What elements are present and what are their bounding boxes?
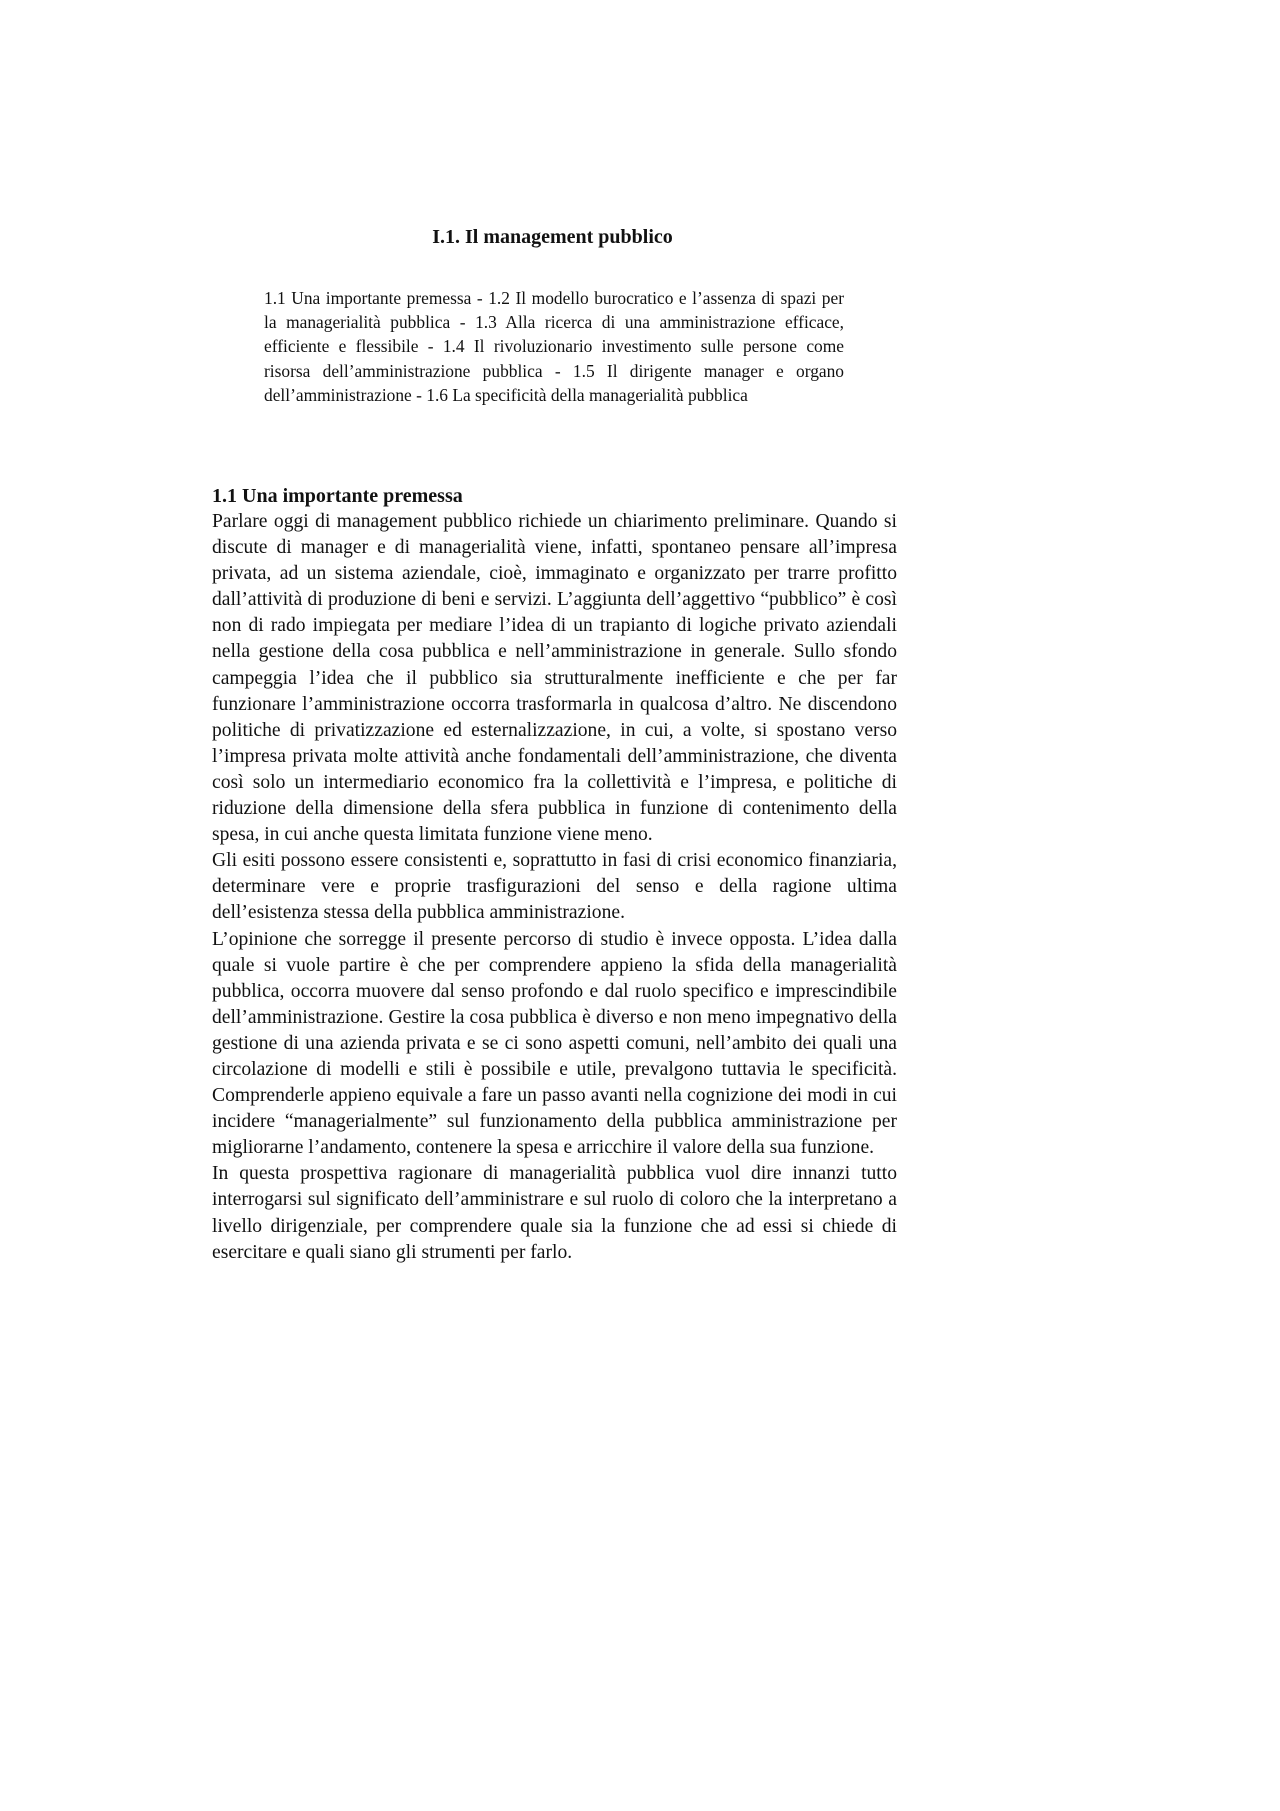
section-1-1 (212, 483, 897, 1266)
paragraph: In questa prospettiva ragionare di managerialità pubblica vuol dire innanzi tutto interrogarsi sul significato dell’amministrare e sul ruolo di coloro che la interpretano a livello dirigenziale, per comprendere quale sia la funzione che ad essi si chiede di esercitare e quali siano gli strumenti per farlo. (212, 1163, 897, 1263)
paragraph: L’opinione che sorregge il presente percorso di studio è invece opposta. L’idea dalla quale si vuole partire è che per comprendere appieno la sfida della managerialità pubblica, occorra muovere dal senso profondo e dal ruolo specifico e imprescindibile dell’amministrazione. Gestire la cosa pubblica è diverso e non meno impegnativo della gestione di una azienda privata e se ci sono aspetti comuni, nell’ambito dei quali una circolazione di modelli e stili è possibile e utile, prevalgono tuttavia le specificità. Comprenderle appieno equivale a fare un passo avanti nella cognizione dei modi in cui incidere “managerialmente” sul funzionamento della pubblica amministrazione per migliorarne l’andamento, contenere la spesa e arricchire il valore della sua funzione. (212, 928, 897, 1159)
section-body (212, 509, 897, 1266)
page-title: I.1. Il management pubblico (432, 226, 673, 249)
chapter-contents-summary: 1.1 Una importante premessa - 1.2 Il modello burocratico e l’assenza di spazi per la managerialità pubblica - 1.3 Alla ricerca di una amministrazione efficace, efficiente e flessibile - 1.4 Il rivoluzionario investimento sulle persone come risorsa dell’amministrazione pubblica - 1.5 Il dirigente manager e organo dell’amministrazione - 1.6 La specificità della managerialità pubblica (264, 288, 844, 405)
paragraph: Parlare oggi di management pubblico richiede un chiarimento preliminare. Quando si discute di manager e di managerialità viene, infatti, spontaneo pensare all’impresa privata, ad un sistema aziendale, cioè, immaginato e organizzato per trarre profitto dall’attività di produzione di beni e servizi. L’aggiunta dell’aggettivo “pubblico” è così non di rado impiegata per mediare l’idea di un trapianto di logiche privato aziendali nella gestione della cosa pubblica e nell’amministrazione in generale. Sullo sfondo campeggia l’idea che il pubblico sia strutturalmente inefficiente e che per far funzionare l’amministrazione occorra trasformarla in qualcosa d’altro. Ne discendono politiche di privatizzazione ed esternalizzazione, in cui, a volte, si spostano verso l’impresa privata molte attività anche fondamentali dell’amministrazione, che diventa così solo un intermediario economico fra la collettività e l’impresa, e politiche di riduzione della dimensione della sfera pubblica in funzione di contenimento della spesa, in cui anche questa limitata funzione viene meno. (212, 511, 897, 846)
paragraph: Gli esiti possono essere consistenti e, soprattutto in fasi di crisi economico finanziaria, determinare vere e proprie trasfigurazioni del senso e della ragione ultima dell’esistenza stessa della pubblica amministrazione. (212, 850, 897, 924)
section-heading: 1.1 Una importante premessa (212, 485, 463, 507)
